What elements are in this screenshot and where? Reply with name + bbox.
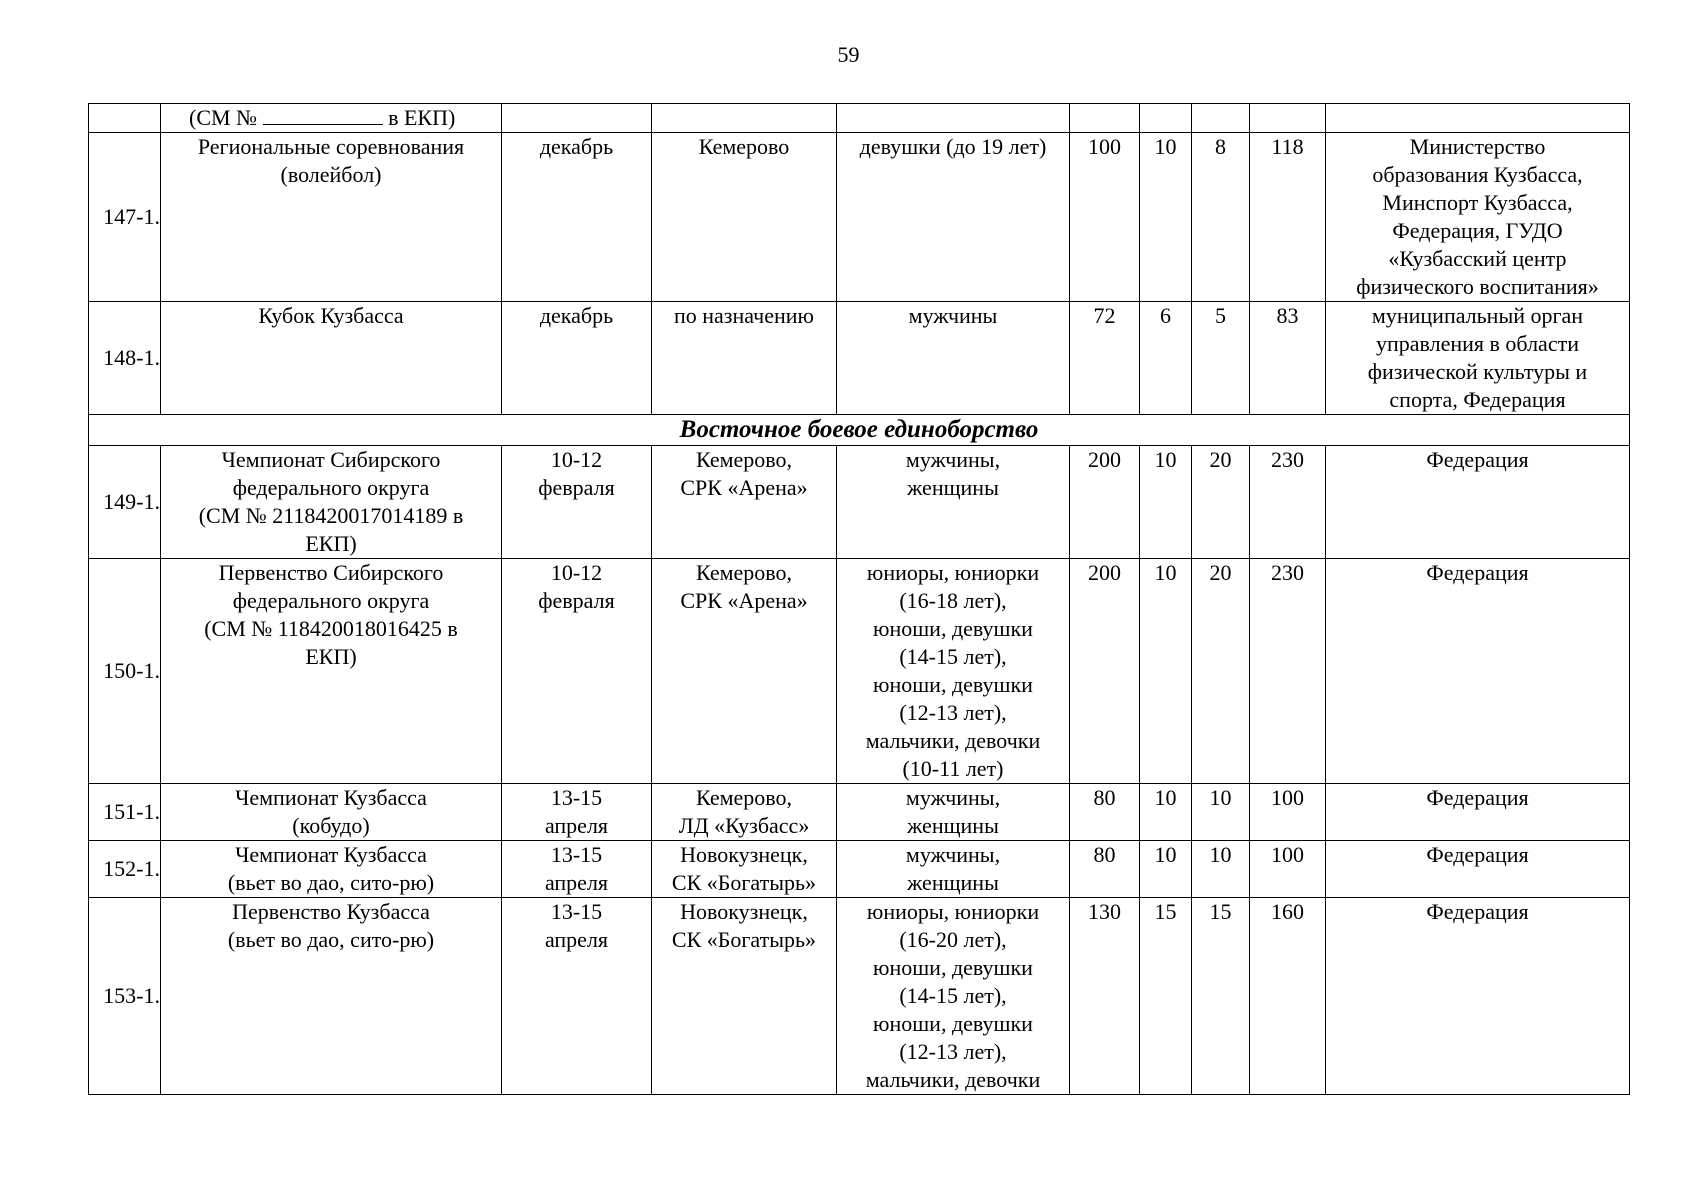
cell-total: 100 — [1250, 841, 1326, 898]
cell-sm-number — [161, 104, 502, 133]
cell-total: 230 — [1250, 559, 1326, 784]
cell-judges: 10 — [1192, 784, 1250, 841]
cell-place: Кемерово, СРК «Арена» — [652, 559, 837, 784]
cell-judges: 8 — [1192, 133, 1250, 302]
cell-athletes: 80 — [1070, 784, 1140, 841]
cell-event-name: Чемпионат Кузбасса (вьет во дао, сито-рю) — [161, 841, 502, 898]
section-title: Восточное боевое единоборство — [89, 415, 1630, 446]
cell-organizer: Федерация — [1326, 784, 1630, 841]
cell-place: Кемерово — [652, 133, 837, 302]
cell-total: 118 — [1250, 133, 1326, 302]
cell-coaches: 6 — [1140, 302, 1192, 415]
cell-organizer: Федерация — [1326, 898, 1630, 1095]
cell-num: 149-1. — [89, 446, 161, 559]
cell-date: 13-15 апреля — [502, 898, 652, 1095]
cell-participants: мужчины, женщины — [837, 446, 1070, 559]
cell-date: декабрь — [502, 133, 652, 302]
table-row — [89, 898, 1630, 1095]
cell-event-name: Кубок Кузбасса — [161, 302, 502, 415]
cell-num: 152-1. — [89, 841, 161, 898]
cell-organizer: Федерация — [1326, 559, 1630, 784]
cell-coaches — [1140, 104, 1192, 133]
cell-organizer: Федерация — [1326, 841, 1630, 898]
cell-num: 148-1. — [89, 302, 161, 415]
table-row — [89, 133, 1630, 302]
table-body — [89, 104, 1630, 1095]
cell-participants: юниоры, юниорки (16-20 лет), юноши, девушки (14-15 лет), юноши, девушки (12-13 лет), мальчики, девочки — [837, 898, 1070, 1095]
cell-total: 100 — [1250, 784, 1326, 841]
cell-coaches: 10 — [1140, 841, 1192, 898]
cell-organizer: Министерство образования Кузбасса, Минспорт Кузбасса, Федерация, ГУДО «Кузбасский центр физического воспитания» — [1326, 133, 1630, 302]
table-row — [89, 559, 1630, 784]
cell-athletes: 100 — [1070, 133, 1140, 302]
cell-place: Новокузнецк, СК «Богатырь» — [652, 841, 837, 898]
table-row — [89, 784, 1630, 841]
cell-place: Кемерово, ЛД «Кузбасс» — [652, 784, 837, 841]
cell-num: 150-1. — [89, 559, 161, 784]
table-row-continuation — [89, 104, 1630, 133]
cell-participants: девушки (до 19 лет) — [837, 133, 1070, 302]
cell-athletes — [1070, 104, 1140, 133]
cell-organizer — [1326, 104, 1630, 133]
cell-participants: мужчины — [837, 302, 1070, 415]
page-number: 59 — [837, 42, 860, 67]
cell-judges: 15 — [1192, 898, 1250, 1095]
cell-participants: мужчины, женщины — [837, 784, 1070, 841]
cell-place: по назначению — [652, 302, 837, 415]
cell-participants: мужчины, женщины — [837, 841, 1070, 898]
cell-event-name: Региональные соревнования (волейбол) — [161, 133, 502, 302]
cell-participants — [837, 104, 1070, 133]
cell-date: 13-15 апреля — [502, 784, 652, 841]
cell-place: Кемерово, СРК «Арена» — [652, 446, 837, 559]
table-row — [89, 841, 1630, 898]
cell-judges: 10 — [1192, 841, 1250, 898]
cell-coaches: 10 — [1140, 784, 1192, 841]
cell-num: 151-1. — [89, 784, 161, 841]
cell-coaches: 10 — [1140, 559, 1192, 784]
sm-prefix: (СМ № — [189, 105, 258, 130]
cell-place — [652, 104, 837, 133]
cell-event-name: Первенство Сибирского федерального округа (СМ № 118420018016425 в ЕКП) — [161, 559, 502, 784]
cell-date: 13-15 апреля — [502, 841, 652, 898]
events-table — [88, 103, 1630, 1095]
cell-total: 160 — [1250, 898, 1326, 1095]
cell-total — [1250, 104, 1326, 133]
cell-event-name: Первенство Кузбасса (вьет во дао, сито-рю) — [161, 898, 502, 1095]
cell-num: 153-1. — [89, 898, 161, 1095]
cell-date: 10-12 февраля — [502, 446, 652, 559]
cell-judges — [1192, 104, 1250, 133]
cell-athletes: 72 — [1070, 302, 1140, 415]
cell-event-name: Чемпионат Кузбасса (кобудо) — [161, 784, 502, 841]
cell-date: 10-12 февраля — [502, 559, 652, 784]
cell-athletes: 80 — [1070, 841, 1140, 898]
cell-coaches: 10 — [1140, 446, 1192, 559]
cell-place: Новокузнецк, СК «Богатырь» — [652, 898, 837, 1095]
cell-judges: 20 — [1192, 559, 1250, 784]
cell-date: декабрь — [502, 302, 652, 415]
table-row — [89, 446, 1630, 559]
cell-num: 147-1. — [89, 133, 161, 302]
cell-total: 230 — [1250, 446, 1326, 559]
cell-organizer: муниципальный орган управления в области физической культуры и спорта, Федерация — [1326, 302, 1630, 415]
cell-total: 83 — [1250, 302, 1326, 415]
cell-participants: юниоры, юниорки (16-18 лет), юноши, девушки (14-15 лет), юноши, девушки (12-13 лет), мальчики, девочки (10-11 лет) — [837, 559, 1070, 784]
section-header-row — [89, 415, 1630, 446]
table-row — [89, 302, 1630, 415]
cell-organizer: Федерация — [1326, 446, 1630, 559]
cell-event-name: Чемпионат Сибирского федерального округа (СМ № 2118420017014189 в ЕКП) — [161, 446, 502, 559]
cell-date — [502, 104, 652, 133]
cell-num — [89, 104, 161, 133]
cell-judges: 20 — [1192, 446, 1250, 559]
cell-athletes: 130 — [1070, 898, 1140, 1095]
cell-athletes: 200 — [1070, 446, 1140, 559]
cell-athletes: 200 — [1070, 559, 1140, 784]
cell-coaches: 15 — [1140, 898, 1192, 1095]
sm-suffix: в ЕКП) — [388, 105, 456, 130]
sm-blank-line — [263, 106, 383, 125]
cell-coaches: 10 — [1140, 133, 1192, 302]
cell-judges: 5 — [1192, 302, 1250, 415]
